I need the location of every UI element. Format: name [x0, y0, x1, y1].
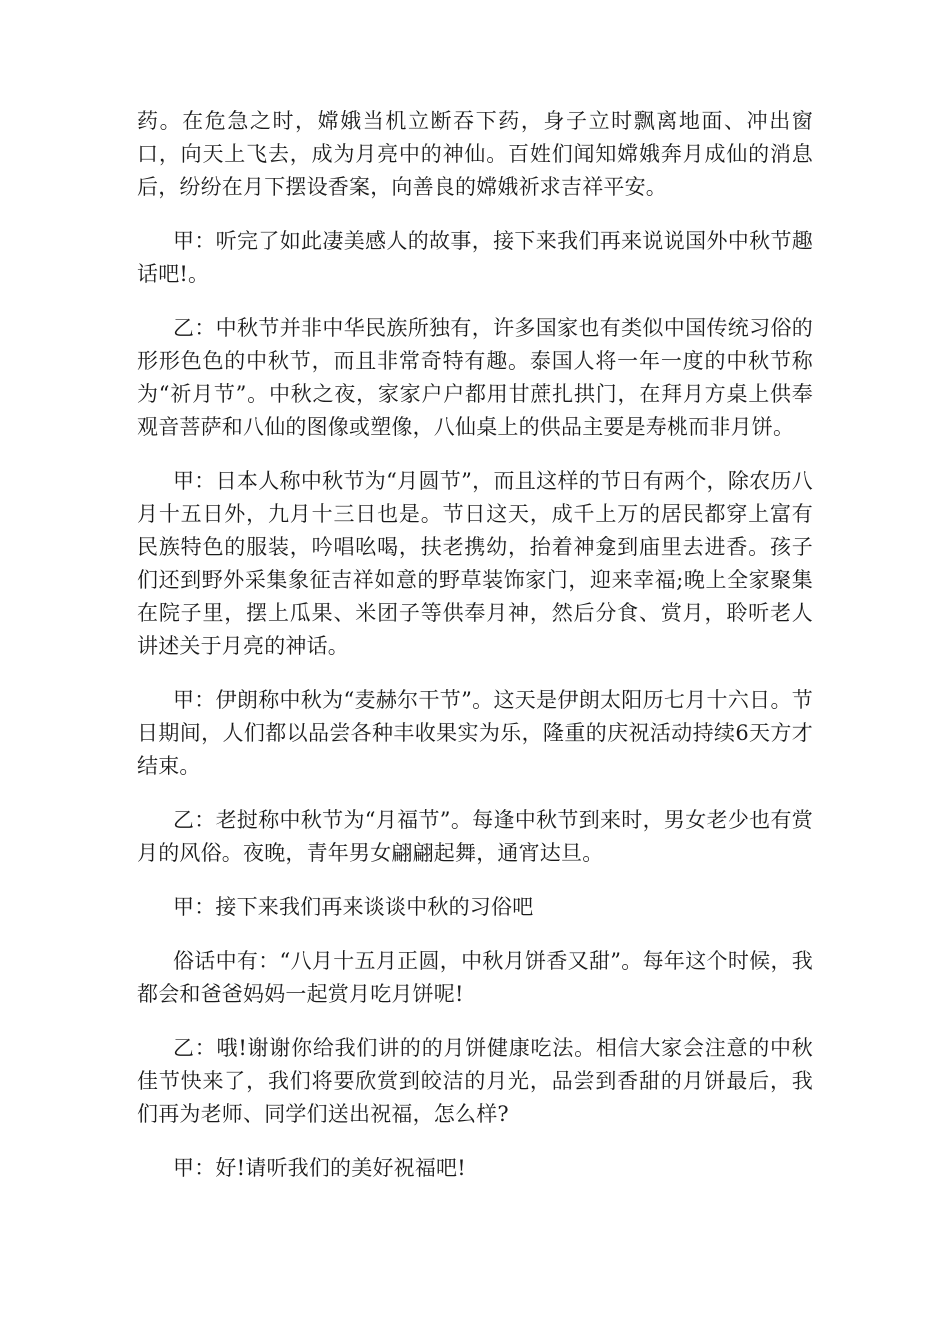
paragraph-2: 甲：听完了如此凄美感人的故事，接下来我们再来说说国外中秋节趣话吧!。 — [137, 229, 813, 286]
paragraph-8: 俗话中有：“八月十五月正圆，中秋月饼香又甜”。每年这个时候，我都会和爸爸妈妈一起赏月吃月饼呢! — [137, 949, 813, 1006]
paragraph-1: 药。在危急之时，嫦娥当机立断吞下药，身子立时飘离地面、冲出窗口，向天上飞去，成为月亮中的神仙。百姓们闻知嫦娥奔月成仙的消息后，纷纷在月下摆设香案，向善良的嫦娥祈求吉祥平安。 — [137, 109, 813, 199]
paragraph-4: 甲：日本人称中秋节为“月圆节”，而且这样的节日有两个，除农历八月十五日外，九月十三日也是。节日这天，成千上万的居民都穿上富有民族特色的服装，吟唱吆喝，扶老携幼，抬着神龛到庙里去进香。孩子们还到野外采集象征吉祥如意的野草装饰家门，迎来幸福;晚上全家聚集在院子里，摆上瓜果、米团子等供奉月神，然后分食、赏月，聆听老人讲述关于月亮的神话。 — [137, 469, 813, 658]
paragraph-9: 乙：哦!谢谢你给我们讲的的月饼健康吃法。相信大家会注意的中秋佳节快来了，我们将要欣赏到皎洁的月光，品尝到香甜的月饼最后，我们再为老师、同学们送出祝福，怎么样? — [137, 1036, 813, 1126]
paragraph-3: 乙：中秋节并非中华民族所独有，许多国家也有类似中国传统习俗的形形色色的中秋节，而且非常奇特有趣。泰国人将一年一度的中秋节称为“祈月节”。中秋之夜，家家户户都用甘蔗扎拱门，在拜月方桌上供奉观音菩萨和八仙的图像或塑像，八仙桌上的供品主要是寿桃而非月饼。 — [137, 316, 813, 439]
document-body — [137, 105, 813, 1206]
paragraph-10: 甲：好!请听我们的美好祝福吧! — [173, 1156, 466, 1180]
paragraph-6: 乙：老挝称中秋节为“月福节”。每逢中秋节到来时，男女老少也有赏月的风俗。夜晚，青年男女翩翩起舞，通宵达旦。 — [137, 808, 813, 865]
paragraph-5: 甲：伊朗称中秋为“麦赫尔干节”。这天是伊朗太阳历七月十六日。节日期间，人们都以品尝各种丰收果实为乐，隆重的庆祝活动持续6天方才结束。 — [137, 688, 813, 778]
paragraph-7: 甲：接下来我们再来谈谈中秋的习俗吧 — [173, 895, 534, 919]
